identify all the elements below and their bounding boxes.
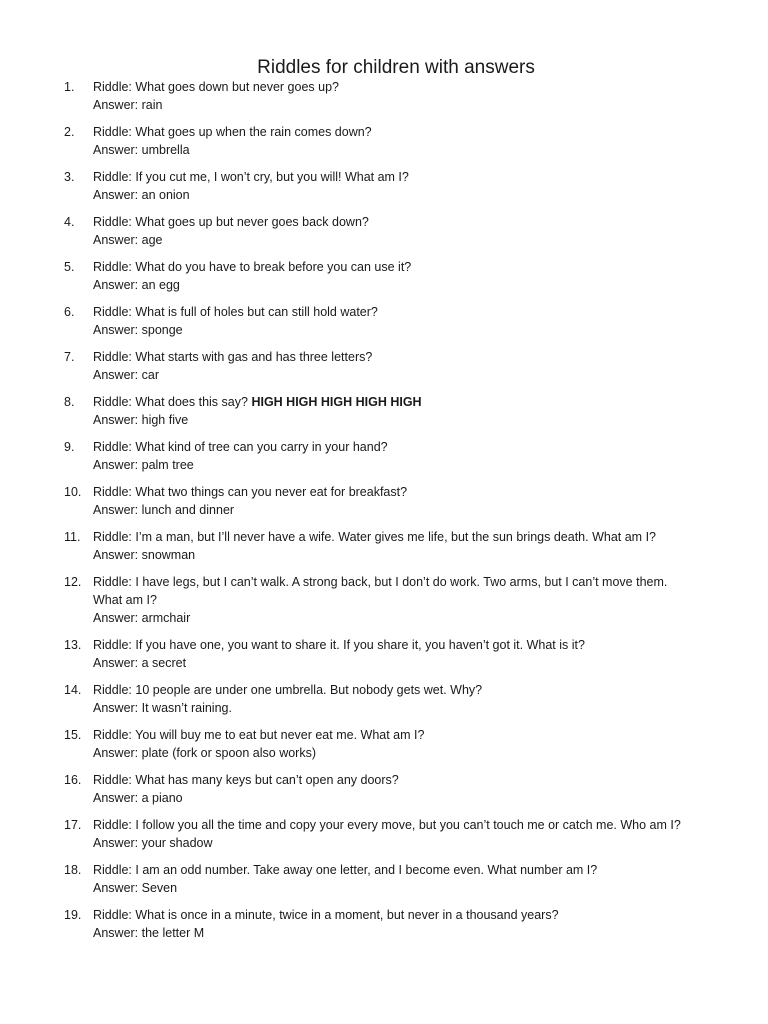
riddle-item-3 (64, 168, 704, 204)
riddle-text: Riddle: What two things can you never eat for breakfast? (93, 485, 408, 499)
riddle-item-6 (64, 303, 704, 339)
riddle-text: Riddle: I follow you all the time and copy your every move, but you can’t touch me or catch me. Who am I? (93, 818, 681, 832)
riddle-text: Riddle: What goes down but never goes up? (93, 80, 339, 94)
riddle-item-9 (64, 438, 704, 474)
riddle-number: 16. (64, 773, 82, 787)
riddle-item-16 (64, 771, 704, 807)
answer-text: Answer: armchair (93, 611, 191, 625)
riddle-text: Riddle: What is full of holes but can still hold water? (93, 305, 378, 319)
riddle-item-11 (64, 528, 704, 564)
riddle-number: 14. (64, 683, 82, 697)
answer-text: Answer: your shadow (93, 836, 213, 850)
answer-text: Answer: snowman (93, 548, 196, 562)
riddle-number: 4. (64, 215, 75, 229)
riddle-text: Riddle: What kind of tree can you carry in your hand? (93, 440, 388, 454)
riddle-number: 19. (64, 908, 82, 922)
riddle-item-18 (64, 861, 704, 897)
riddle-number: 15. (64, 728, 82, 742)
riddle-number: 2. (64, 125, 75, 139)
answer-text: Answer: an onion (93, 188, 190, 202)
answer-text: Answer: palm tree (93, 458, 194, 472)
riddle-emphasis-text: HIGH HIGH HIGH HIGH HIGH (251, 395, 422, 409)
answer-text: Answer: lunch and dinner (93, 503, 235, 517)
riddle-text: Riddle: I am an odd number. Take away one letter, and I become even. What number am I? (93, 863, 598, 877)
riddle-number: 1. (64, 80, 75, 94)
riddle-text: Riddle: I’m a man, but I’ll never have a wife. Water gives me life, but the sun brings death. What am I? (93, 530, 656, 544)
riddle-text: Riddle: If you have one, you want to share it. If you share it, you haven’t got it. What is it? (93, 638, 585, 652)
riddle-text-continued: What am I? (93, 593, 157, 607)
answer-text: Answer: a piano (93, 791, 183, 805)
riddle-item-13 (64, 636, 704, 672)
riddle-number: 3. (64, 170, 75, 184)
answer-text: Answer: a secret (93, 656, 187, 670)
riddle-item-8 (64, 393, 704, 429)
riddle-text: Riddle: What starts with gas and has three letters? (93, 350, 373, 364)
riddle-number: 13. (64, 638, 82, 652)
riddle-item-2 (64, 123, 704, 159)
answer-text: Answer: Seven (93, 881, 178, 895)
riddle-text: Riddle: If you cut me, I won’t cry, but you will! What am I? (93, 170, 409, 184)
riddle-number: 5. (64, 260, 75, 274)
riddle-number: 18. (64, 863, 82, 877)
riddle-number: 12. (64, 575, 82, 589)
page-title: Riddles for children with answers (257, 56, 535, 78)
riddle-item-10 (64, 483, 704, 519)
answer-text: Answer: plate (fork or spoon also works) (93, 746, 317, 760)
riddle-text: Riddle: 10 people are under one umbrella. But nobody gets wet. Why? (93, 683, 483, 697)
answer-text: Answer: car (93, 368, 159, 382)
riddle-item-12 (64, 573, 704, 627)
riddle-item-1 (64, 78, 704, 114)
answer-text: Answer: rain (93, 98, 163, 112)
riddle-number: 7. (64, 350, 75, 364)
answer-text: Answer: umbrella (93, 143, 190, 157)
answer-text: Answer: high five (93, 413, 189, 427)
riddle-text: Riddle: What does this say? (93, 395, 248, 409)
riddle-list (64, 78, 704, 951)
answer-text: Answer: age (93, 233, 163, 247)
answer-text: Answer: sponge (93, 323, 183, 337)
riddle-number: 11. (64, 530, 81, 544)
riddle-item-5 (64, 258, 704, 294)
answer-text: Answer: It wasn’t raining. (93, 701, 232, 715)
riddle-text: Riddle: What is once in a minute, twice in a moment, but never in a thousand years? (93, 908, 559, 922)
riddle-text: Riddle: You will buy me to eat but never eat me. What am I? (93, 728, 425, 742)
riddle-text: Riddle: I have legs, but I can’t walk. A strong back, but I don’t do work. Two arms, but I can’t move them. (93, 575, 668, 589)
riddle-item-19 (64, 906, 704, 942)
riddle-item-4 (64, 213, 704, 249)
answer-text: Answer: an egg (93, 278, 180, 292)
riddle-number: 9. (64, 440, 75, 454)
riddle-text: Riddle: What has many keys but can’t open any doors? (93, 773, 399, 787)
riddle-text: Riddle: What do you have to break before you can use it? (93, 260, 412, 274)
riddle-item-17 (64, 816, 704, 852)
riddle-text: Riddle: What goes up when the rain comes down? (93, 125, 372, 139)
riddle-text: Riddle: What goes up but never goes back down? (93, 215, 369, 229)
riddle-item-7 (64, 348, 704, 384)
riddle-number: 8. (64, 395, 75, 409)
riddle-text-line (93, 393, 704, 411)
riddle-item-14 (64, 681, 704, 717)
answer-text: Answer: the letter M (93, 926, 205, 940)
riddle-item-15 (64, 726, 704, 762)
riddle-number: 10. (64, 485, 82, 499)
riddle-number: 17. (64, 818, 82, 832)
riddle-number: 6. (64, 305, 75, 319)
